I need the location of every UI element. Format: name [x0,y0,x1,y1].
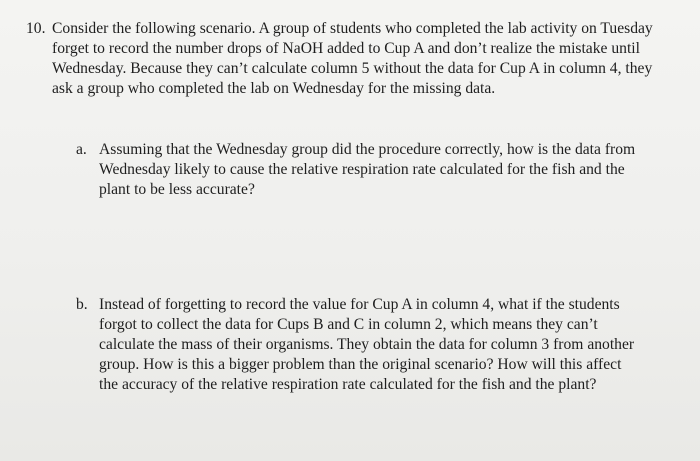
sub-question-b [76,295,636,395]
question-text: Consider the following scenario. A group of students who completed the lab activity on Tuesday forget to record the number drops of NaOH added to Cup A and don’t realize the mistake until Wednesday. Because they can’t calculate column 5 without the data for Cup A in column 4, they ask a group who completed the lab on Wednesday for the missing data. [52,20,653,97]
sub-question-letter: b. [76,296,88,313]
sub-question-text: Instead of forgetting to record the value for Cup A in column 4, what if the students forgot to collect the data for Cups B and C in column 2, which means they can’t calculate the mass of their organisms. They obtain the data for column 3 from another group. How is this a bigger problem than the original scenario? How will this affect the accuracy of the relative respiration rate calculated for the fish and the plant? [99,296,635,393]
sub-question-a [76,140,636,200]
sub-question-text: Assuming that the Wednesday group did the procedure correctly, how is the data from Wednesday likely to cause the relative respiration rate calculated for the fish and the plant to be less accurate? [99,141,636,198]
question-row [26,19,666,99]
sub-question-letter: a. [76,141,87,158]
question-10 [26,19,666,99]
question-number: 10. [26,20,46,37]
